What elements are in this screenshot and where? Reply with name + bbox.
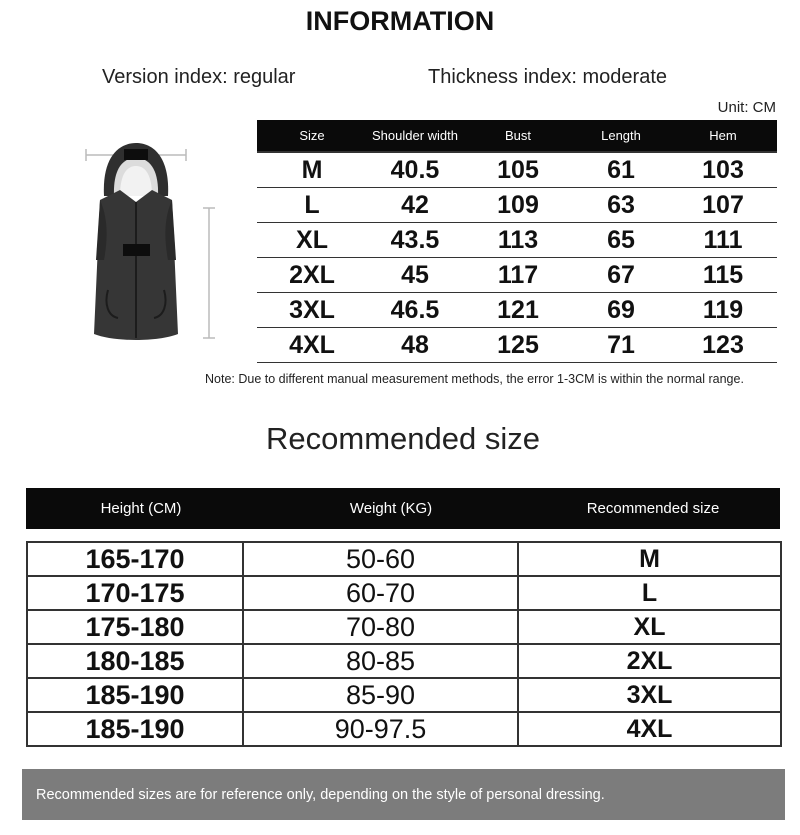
- size-cell: 3XL: [257, 293, 367, 328]
- height-cell: 175-180: [27, 610, 243, 644]
- rec-size-cell: 2XL: [518, 644, 781, 678]
- version-index: Version index: regular: [102, 66, 296, 88]
- table-row: [257, 223, 777, 258]
- size-cell: XL: [257, 223, 367, 258]
- unit-label: Unit: CM: [717, 99, 776, 116]
- hem-cell: 123: [669, 328, 777, 363]
- rec-size-cell: M: [518, 542, 781, 576]
- page-title: INFORMATION: [305, 6, 495, 36]
- footer-disclaimer: [22, 769, 785, 820]
- hem-cell: 107: [669, 188, 777, 223]
- col-hem: Hem: [669, 120, 777, 152]
- bust-cell: 121: [463, 293, 573, 328]
- col-bust: Bust: [463, 120, 573, 152]
- recommended-title: Recommended size: [266, 421, 540, 456]
- hem-cell: 111: [669, 223, 777, 258]
- length-cell: 71: [573, 328, 669, 363]
- rec-size-cell: L: [518, 576, 781, 610]
- col-length: Length: [573, 120, 669, 152]
- col-height: Height (CM): [100, 500, 182, 517]
- length-cell: 61: [573, 152, 669, 188]
- table-row: [257, 328, 777, 363]
- height-cell: 165-170: [27, 542, 243, 576]
- col-recommended-size: Recommended size: [586, 500, 720, 517]
- hem-cell: 119: [669, 293, 777, 328]
- hooded-vest-icon: [78, 138, 226, 354]
- weight-cell: 70-80: [243, 610, 518, 644]
- shoulder-cell: 45: [367, 258, 463, 293]
- height-cell: 180-185: [27, 644, 243, 678]
- col-shoulder-width: Shoulder width: [367, 120, 463, 152]
- col-weight: Weight (KG): [349, 500, 433, 517]
- footer-text: Recommended sizes are for reference only, depending on the style of personal dressing.: [36, 786, 605, 803]
- hem-cell: 115: [669, 258, 777, 293]
- bust-cell: 125: [463, 328, 573, 363]
- shoulder-cell: 42: [367, 188, 463, 223]
- table-row: [257, 258, 777, 293]
- measurement-note: Note: Due to different manual measurement methods, the error 1-3CM is within the normal range.: [205, 372, 744, 386]
- length-cell: 63: [573, 188, 669, 223]
- length-cell: 65: [573, 223, 669, 258]
- height-cell: 170-175: [27, 576, 243, 610]
- rec-size-cell: 3XL: [518, 678, 781, 712]
- shoulder-cell: 46.5: [367, 293, 463, 328]
- weight-cell: 50-60: [243, 542, 518, 576]
- recommended-table: [26, 541, 782, 747]
- weight-cell: 80-85: [243, 644, 518, 678]
- size-cell: 4XL: [257, 328, 367, 363]
- table-row: [27, 678, 781, 712]
- weight-cell: 85-90: [243, 678, 518, 712]
- table-row: [257, 188, 777, 223]
- rec-size-cell: XL: [518, 610, 781, 644]
- rec-size-cell: 4XL: [518, 712, 781, 746]
- size-cell: 2XL: [257, 258, 367, 293]
- table-row: [257, 152, 777, 188]
- height-cell: 185-190: [27, 712, 243, 746]
- table-row: [27, 576, 781, 610]
- hem-cell: 103: [669, 152, 777, 188]
- table-row: [27, 610, 781, 644]
- table-row: [27, 542, 781, 576]
- bust-cell: 117: [463, 258, 573, 293]
- recommended-table-header: [26, 488, 780, 529]
- table-row: [257, 293, 777, 328]
- length-cell: 69: [573, 293, 669, 328]
- size-cell: M: [257, 152, 367, 188]
- shoulder-cell: 43.5: [367, 223, 463, 258]
- size-cell: L: [257, 188, 367, 223]
- weight-cell: 90-97.5: [243, 712, 518, 746]
- bust-cell: 105: [463, 152, 573, 188]
- size-table-header: [257, 120, 777, 152]
- shoulder-cell: 40.5: [367, 152, 463, 188]
- col-size: Size: [257, 120, 367, 152]
- length-cell: 67: [573, 258, 669, 293]
- size-table: [257, 120, 777, 363]
- bust-cell: 113: [463, 223, 573, 258]
- shoulder-cell: 48: [367, 328, 463, 363]
- thickness-index: Thickness index: moderate: [428, 66, 668, 88]
- height-cell: 185-190: [27, 678, 243, 712]
- bust-cell: 109: [463, 188, 573, 223]
- table-row: [27, 712, 781, 746]
- weight-cell: 60-70: [243, 576, 518, 610]
- table-row: [27, 644, 781, 678]
